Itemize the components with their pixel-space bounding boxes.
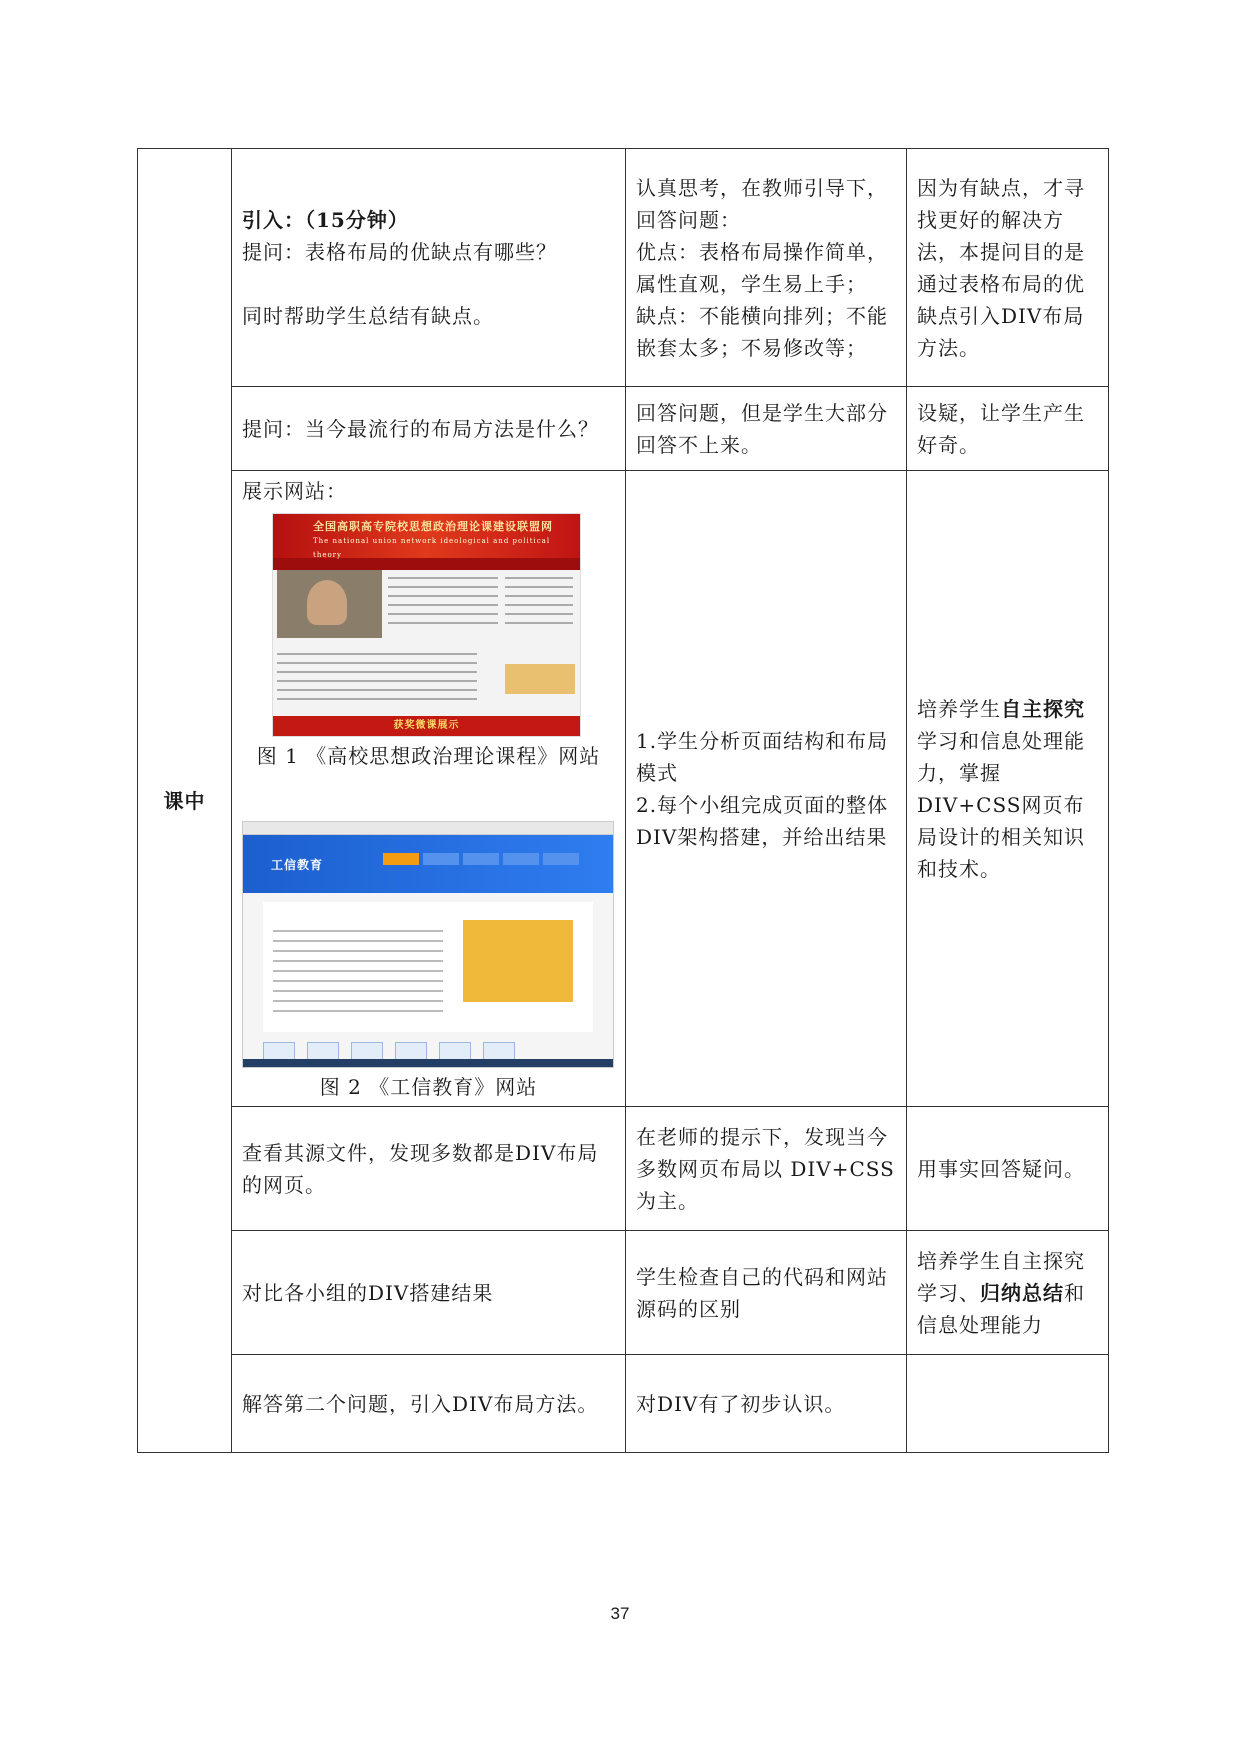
table-row	[138, 387, 1109, 471]
intent-text: 和信息处理能力	[917, 1280, 1085, 1337]
figure-1-screenshot	[272, 513, 581, 737]
design-intent-cell	[907, 471, 1109, 1107]
fig2-browser-bar	[243, 822, 613, 835]
fig1-banner	[273, 514, 580, 558]
teacher-line: 同时帮助学生总结有缺点。	[242, 303, 494, 328]
fig1-resource-banner	[505, 664, 575, 694]
teacher-activity-cell: 解答第二个问题，引入DIV布局方法。	[232, 1355, 626, 1453]
student-activity-cell: 回答问题，但是学生大部分回答不上来。	[626, 387, 907, 471]
page-number: 37	[610, 1604, 630, 1623]
table-row	[138, 1231, 1109, 1355]
intent-text: 培养学生	[917, 696, 1001, 721]
intent-text: 学习和信息处理能力，掌握DIV+CSS网页布局设计的相关知识和技术。	[917, 728, 1085, 881]
design-intent-cell: 因为有缺点，才寻找更好的解决方法，本提问目的是通过表格布局的优缺点引入DIV布局方法。	[907, 149, 1109, 387]
phase-label: 课中	[138, 149, 232, 1453]
student-activity-cell: 在老师的提示下，发现当今多数网页布局以 DIV+CSS为主。	[626, 1107, 907, 1231]
fig1-photo	[277, 570, 382, 638]
intent-emphasis: 归纳总结	[980, 1280, 1064, 1305]
design-intent-cell: 用事实回答疑问。	[907, 1107, 1109, 1231]
fig2-icon-row	[263, 1037, 593, 1057]
design-intent-cell	[907, 1355, 1109, 1453]
table-row	[138, 149, 1109, 387]
teacher-activity-cell: 查看其源文件，发现多数都是DIV布局的网页。	[232, 1107, 626, 1231]
fig2-header	[243, 835, 613, 893]
teacher-activity-cell: 对比各小组的DIV搭建结果	[232, 1231, 626, 1355]
figure-2-caption: 图 2 《工信教育》网站	[319, 1075, 538, 1099]
design-intent-cell	[907, 1231, 1109, 1355]
fig1-footer-banner: 获奖微课展示	[273, 716, 580, 736]
fig2-nav-tab	[383, 853, 419, 865]
fig2-nav-tab	[423, 853, 459, 865]
fig2-news-list	[273, 922, 443, 1020]
fig1-banner-title: 全国高职高专院校思想政治理论课建设联盟网	[313, 520, 553, 533]
intro-heading: 引入：（15分钟）	[242, 207, 409, 232]
fig2-nav-tab	[503, 853, 539, 865]
fig1-side-list	[505, 570, 573, 631]
fig1-news-list	[388, 570, 498, 631]
fig2-nav-tab	[543, 853, 579, 865]
figure-2-screenshot	[242, 821, 614, 1068]
teacher-activity-cell: 提问：当今最流行的布局方法是什么？	[232, 387, 626, 471]
design-intent-cell: 设疑，让学生产生好奇。	[907, 387, 1109, 471]
intent-emphasis: 自主探究	[1001, 696, 1085, 721]
fig2-taskbar	[243, 1059, 613, 1067]
fig1-lower-list	[277, 646, 477, 707]
student-activity-cell: 对DIV有了初步认识。	[626, 1355, 907, 1453]
fig2-content	[263, 902, 593, 1032]
fig2-nav-tab	[463, 853, 499, 865]
teacher-line: 提问：表格布局的优缺点有哪些？	[242, 239, 557, 264]
fig1-banner-subtitle: The national union network ideological and political theory	[313, 537, 551, 559]
showcase-intro: 展示网站：	[242, 479, 347, 503]
figure-1-caption: 图 1 《高校思想政治理论课程》网站	[256, 744, 601, 768]
teacher-activity-cell	[232, 149, 626, 387]
lesson-plan-table	[137, 148, 1109, 1453]
teacher-activity-cell	[232, 471, 626, 1107]
table-row	[138, 1107, 1109, 1231]
student-activity-cell: 学生检查自己的代码和网站源码的区别	[626, 1231, 907, 1355]
fig2-poster	[463, 920, 573, 1002]
student-activity-cell: 1.学生分析页面结构和布局模式 2.每个小组完成页面的整体DIV架构搭建，并给出结果	[626, 471, 907, 1107]
table-row	[138, 1355, 1109, 1453]
fig2-logo: 工信教育	[271, 858, 324, 872]
student-activity-cell: 认真思考，在教师引导下，回答问题： 优点：表格布局操作简单，属性直观，学生易上手； 缺点：不能横向排列；不能嵌套太多；不易修改等；	[626, 149, 907, 387]
intent-text: 培养学生自主探究学习、	[917, 1248, 1085, 1305]
table-row	[138, 471, 1109, 1107]
